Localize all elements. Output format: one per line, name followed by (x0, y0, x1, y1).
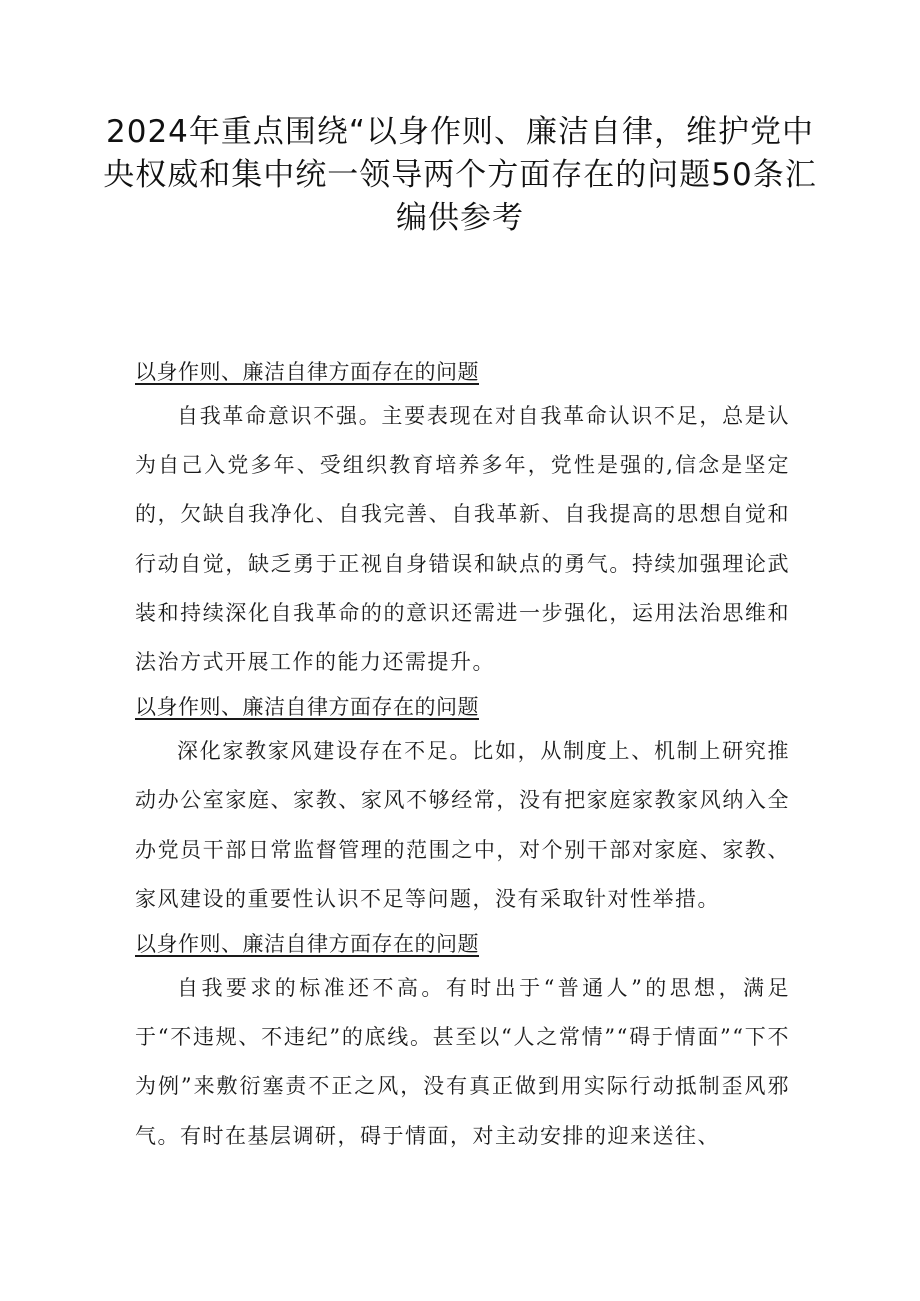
section-paragraph: 自我要求的标准还不高。有时出于“普通人”的思想，满足于“不违规、不违纪”的底线。甚至以“人之常情”“碍于情面”“下不为例”来敷衍塞责不正之风，没有真正做到用实际行动抵制歪风邪气。有时在基层调研，碍于情面，对主动安排的迎来送往、 (135, 976, 790, 1148)
document-title: 2024年重点围绕“以身作则、廉洁自律，维护党中央权威和集中统一领导两个方面存在的问题50条汇编供参考 (103, 114, 817, 236)
section-heading: 以身作则、廉洁自律方面存在的问题 (135, 932, 479, 957)
section-2 (135, 687, 790, 924)
section-3 (135, 924, 790, 1161)
section-1 (135, 352, 790, 687)
section-heading: 以身作则、廉洁自律方面存在的问题 (135, 695, 479, 720)
section-paragraph: 自我革命意识不强。主要表现在对自我革命认识不足，总是认为自己入党多年、受组织教育培养多年，党性是强的,信念是坚定的，欠缺自我净化、自我完善、自我革新、自我提高的思想自觉和行动自觉，缺乏勇于正视自身错误和缺点的勇气。持续加强理论武装和持续深化自我革命的的意识还需进一步强化，运用法治思维和法治方式开展工作的能力还需提升。 (135, 404, 790, 675)
section-paragraph: 深化家教家风建设存在不足。比如，从制度上、机制上研究推动办公室家庭、家教、家风不够经常，没有把家庭家教家风纳入全办党员干部日常监督管理的范围之中，对个别干部对家庭、家教、家风建设的重要性认识不足等问题，没有采取针对性举措。 (135, 739, 790, 911)
document-body (135, 352, 790, 1161)
section-heading: 以身作则、廉洁自律方面存在的问题 (135, 360, 479, 384)
